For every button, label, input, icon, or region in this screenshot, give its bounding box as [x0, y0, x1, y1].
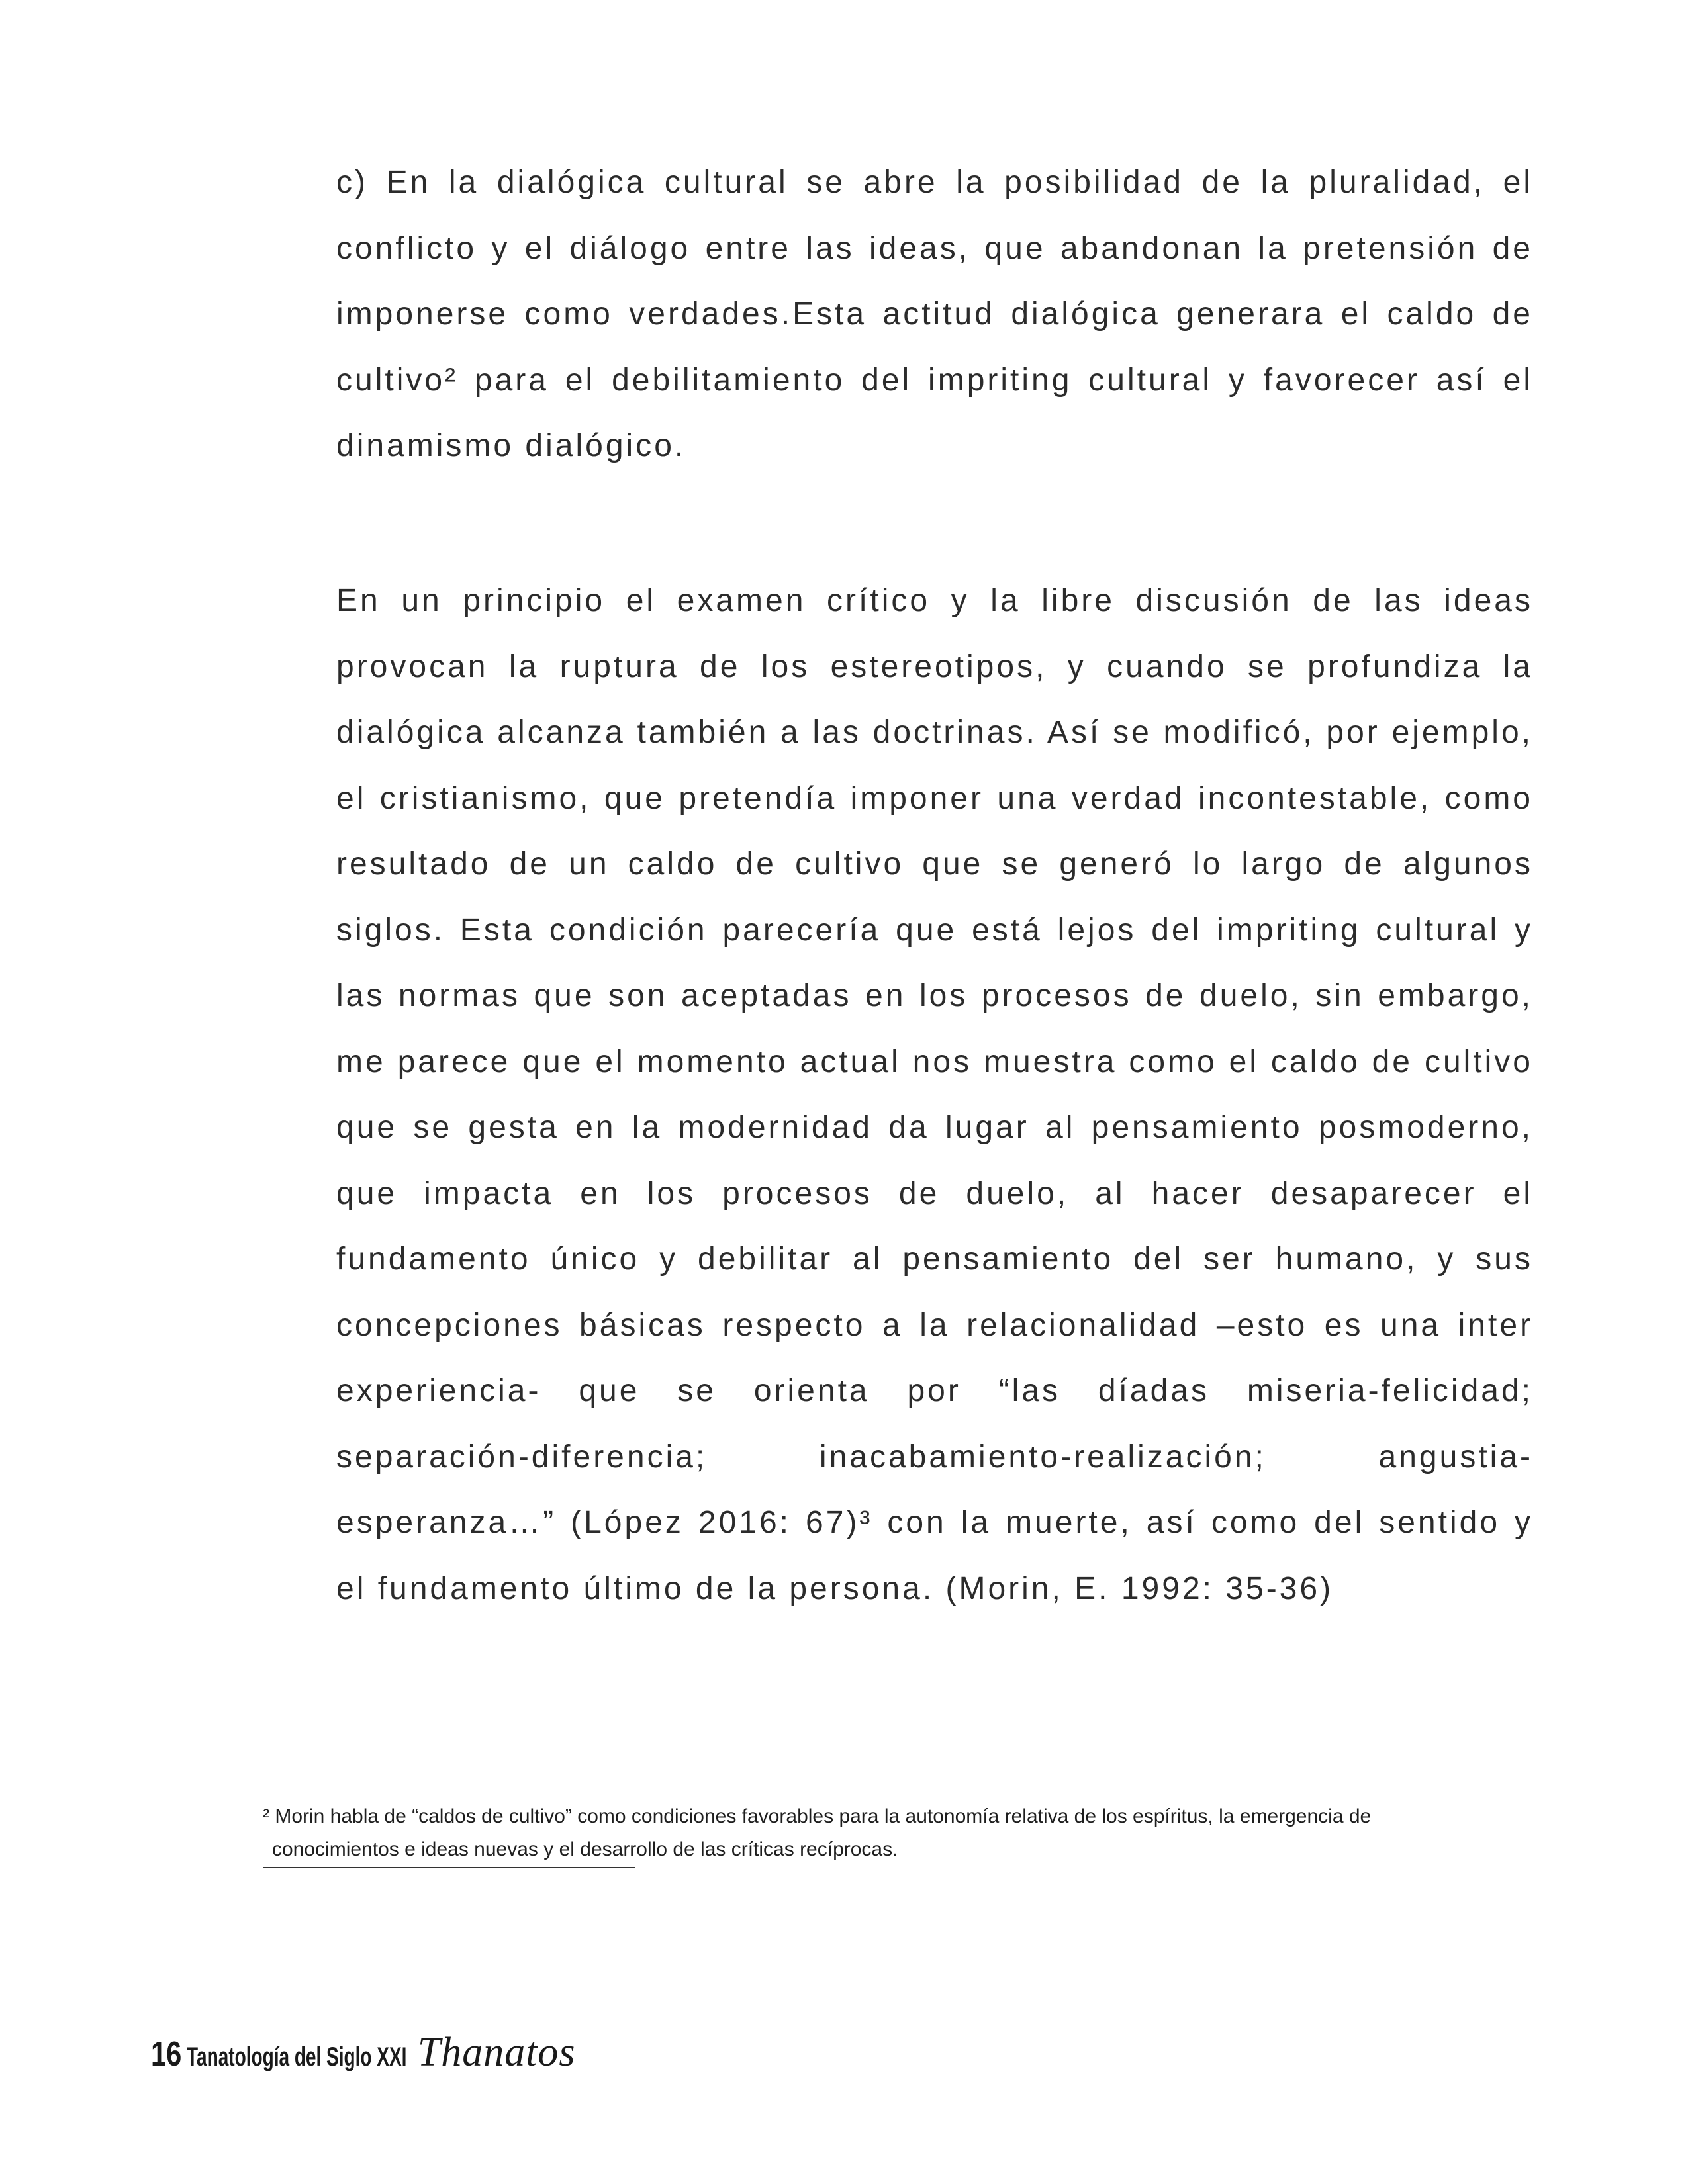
- footnote-line-2: conocimientos e ideas nuevas y el desarrollo de las críticas recíprocas.: [272, 1839, 898, 1860]
- footnote-divider: [263, 1867, 635, 1868]
- footnote-line-1: ² Morin habla de “caldos de cultivo” como condiciones favorables para la autonomía relativa de los espíritus, la emergencia de: [263, 1805, 1372, 1827]
- publication-name: Tanatología del Siglo XXI: [186, 2042, 407, 2071]
- page-footer: [151, 2029, 576, 2082]
- body-paragraph-1: c) En la dialógica cultural se abre la posibilidad de la pluralidad, el conflicto y el diálogo entre las ideas, que abandonan la pretensión de imponerse como verdades.Esta actitud dialógica generara el caldo de cultivo² para el debilitamiento del impriting cultural y favorecer así el dinamismo dialógico.: [336, 165, 1533, 463]
- footnote: [263, 1800, 1521, 1866]
- body-paragraph-2: En un principio el examen crítico y la libre discusión de las ideas provocan la ruptura de los estereotipos, y cuando se profundiza la dialógica alcanza también a las doctrinas. Así se modificó, por ejemplo, el cristianismo, que pretendía imponer una verdad incontestable, como resultado de un caldo de cultivo que se generó lo largo de algunos siglos. Esta condición parecería que está lejos del impriting cultural y las normas que son aceptadas en los procesos de duelo, sin embargo, me parece que el momento actual nos muestra como el caldo de cultivo que se gesta en la modernidad da lugar al pensamiento posmoderno, que impacta en los procesos de duelo, al hacer desaparecer el fundamento único y debilitar al pensamiento del ser humano, y sus concepciones básicas respecto a la relacionalidad –esto es una inter experiencia- que se orienta por “las díadas miseria-felicidad; separación-diferencia; inacabamiento-realización; angustia-esperanza…” (López 2016: 67)³ con la muerte, así como del sentido y el fundamento último de la persona. (Morin, E. 1992: 35-36): [336, 583, 1533, 1606]
- brand-logo: Thanatos: [417, 2030, 576, 2075]
- page-number: 16: [151, 2035, 182, 2073]
